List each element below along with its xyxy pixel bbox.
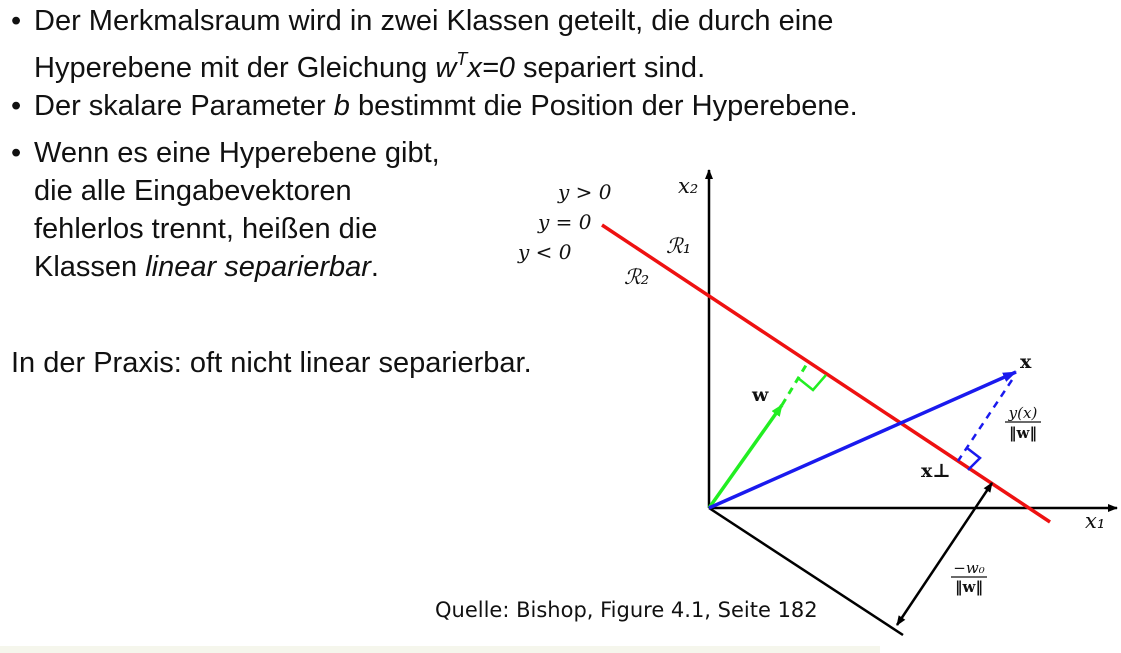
label-x2: x₂ [678, 174, 699, 198]
label-yx-denominator: ‖w‖ [1009, 424, 1037, 442]
label-x-perp: x⊥ [921, 460, 951, 482]
label-y-lt-0: y < 0 [518, 240, 572, 264]
bullet-1-line-1: Der Merkmalsraum wird in zwei Klassen geteilt, die durch eine [34, 5, 834, 37]
math-x-eq-0: x=0 [467, 52, 515, 84]
bullet-3-line-1: Wenn es eine Hyperebene gibt, [34, 137, 440, 169]
label-w: w [752, 384, 769, 406]
bullet-2-line-1: Der skalare Parameter b bestimmt die Position der Hyperebene. [34, 90, 858, 122]
label-x1: x₁ [1085, 509, 1106, 533]
figure-source-caption: Quelle: Bishop, Figure 4.1, Seite 182 [435, 598, 818, 622]
label-region-R1: ℛ₁ [666, 234, 692, 258]
math-w: w [435, 52, 457, 84]
label-y-eq-0: y = 0 [538, 210, 592, 234]
decision-boundary-line [602, 225, 1050, 522]
emphasis-linear-separierbar: linear separierbar [145, 251, 371, 283]
label-y-gt-0: y > 0 [558, 180, 612, 204]
label-w0-denominator: ‖w‖ [955, 578, 983, 596]
bullet-1-line-2: Hyperebene mit der Gleichung $w^Tx=0$ separiert sind. [34, 49, 706, 84]
bullet-3-line-2: die alle Eingabevektoren [34, 175, 352, 207]
math-sup-T: T [456, 49, 468, 69]
label-w0-numerator: −w₀ [953, 559, 985, 577]
math-b: b [333, 90, 350, 122]
label-region-R2: ℛ₂ [624, 265, 650, 289]
bullet-dot: • [11, 137, 22, 169]
label-x: x [1020, 351, 1032, 373]
bullet-3-line-4: Klassen linear separierbar. [34, 251, 379, 283]
w0-distance-arrow [897, 483, 992, 625]
footer-band [0, 646, 880, 653]
bullet-dot: • [11, 5, 22, 37]
w-right-angle-mark [798, 375, 826, 390]
y-distance-dashed [958, 380, 1012, 461]
bullet-3-line-3: fehlerlos trennt, heißen die [34, 213, 378, 245]
bullet-dot: • [11, 90, 22, 122]
praxis-statement: In der Praxis: oft nicht linear separierbar. [11, 347, 532, 379]
label-yx-numerator: y(x) [1008, 404, 1038, 422]
